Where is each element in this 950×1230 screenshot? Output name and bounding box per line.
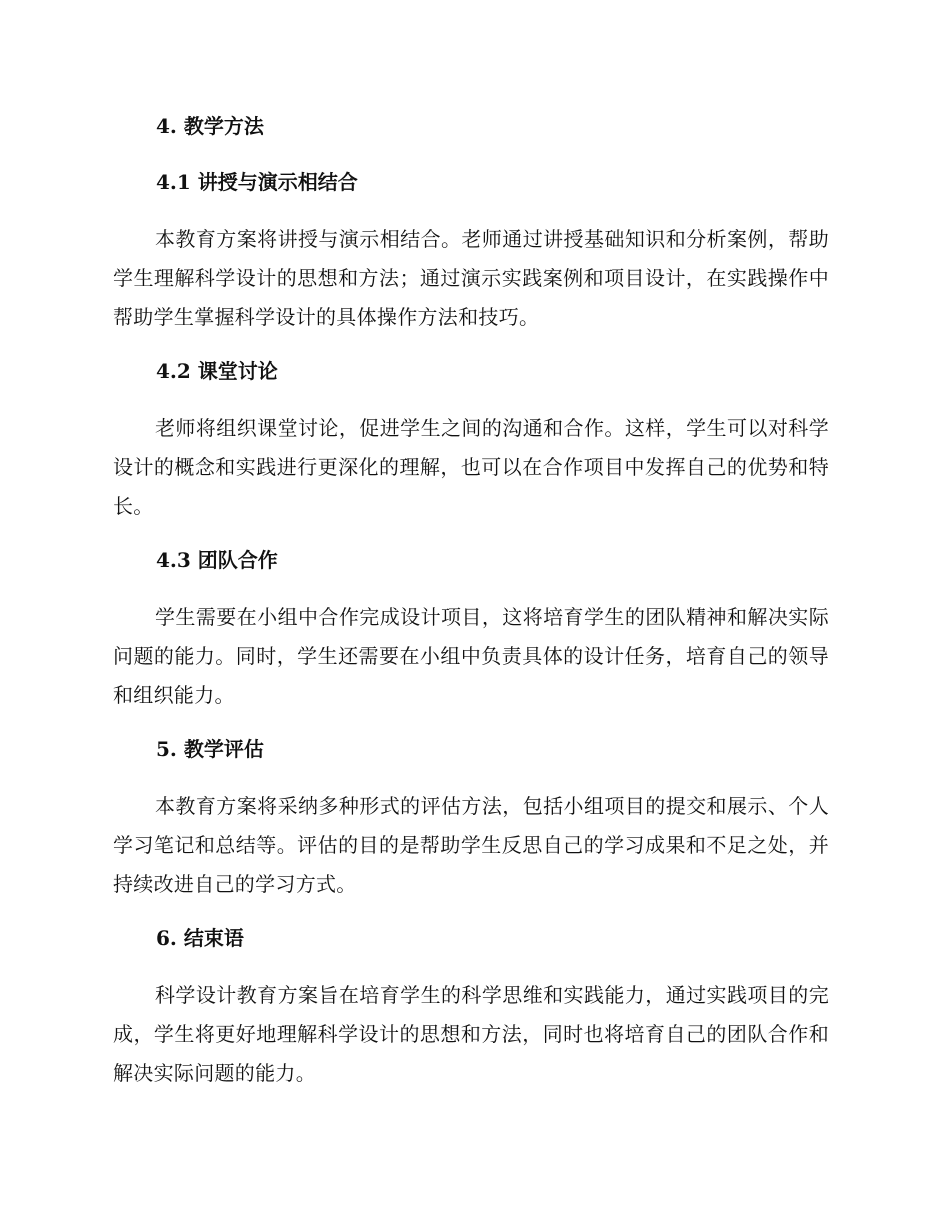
- section-heading-class-discussion: 4.2 课堂讨论: [156, 359, 278, 383]
- section-heading-teamwork: 4.3 团队合作: [156, 548, 278, 572]
- section-paragraph-lecture-demo: 本教育方案将讲授与演示相结合。老师通过讲授基础知识和分析案例，帮助学生理解科学设计的思想和方法；通过演示实践案例和项目设计，在实践操作中帮助学生掌握科学设计的具体操作方法和技巧。: [113, 227, 829, 329]
- section-paragraph-teamwork: 学生需要在小组中合作完成设计项目，这将培育学生的团队精神和解决实际问题的能力。同时，学生还需要在小组中负责具体的设计任务，培育自己的领导和组织能力。: [113, 605, 829, 707]
- section-heading-conclusion: 6. 结束语: [156, 926, 244, 950]
- document-body: [113, 108, 829, 1093]
- section-paragraph-conclusion: 科学设计教育方案旨在培育学生的科学思维和实践能力，通过实践项目的完成，学生将更好地理解科学设计的思想和方法，同时也将培育自己的团队合作和解决实际问题的能力。: [113, 983, 829, 1085]
- section-heading-teaching-evaluation: 5. 教学评估: [156, 737, 264, 761]
- section-heading-lecture-demo: 4.1 讲授与演示相结合: [156, 170, 358, 194]
- section-paragraph-class-discussion: 老师将组织课堂讨论，促进学生之间的沟通和合作。这样，学生可以对科学设计的概念和实践进行更深化的理解，也可以在合作项目中发挥自己的优势和特长。: [113, 416, 829, 518]
- section-heading-teaching-methods: 4. 教学方法: [156, 114, 264, 138]
- section-paragraph-teaching-evaluation: 本教育方案将采纳多种形式的评估方法，包括小组项目的提交和展示、个人学习笔记和总结等。评估的目的是帮助学生反思自己的学习成果和不足之处，并持续改进自己的学习方式。: [113, 794, 829, 896]
